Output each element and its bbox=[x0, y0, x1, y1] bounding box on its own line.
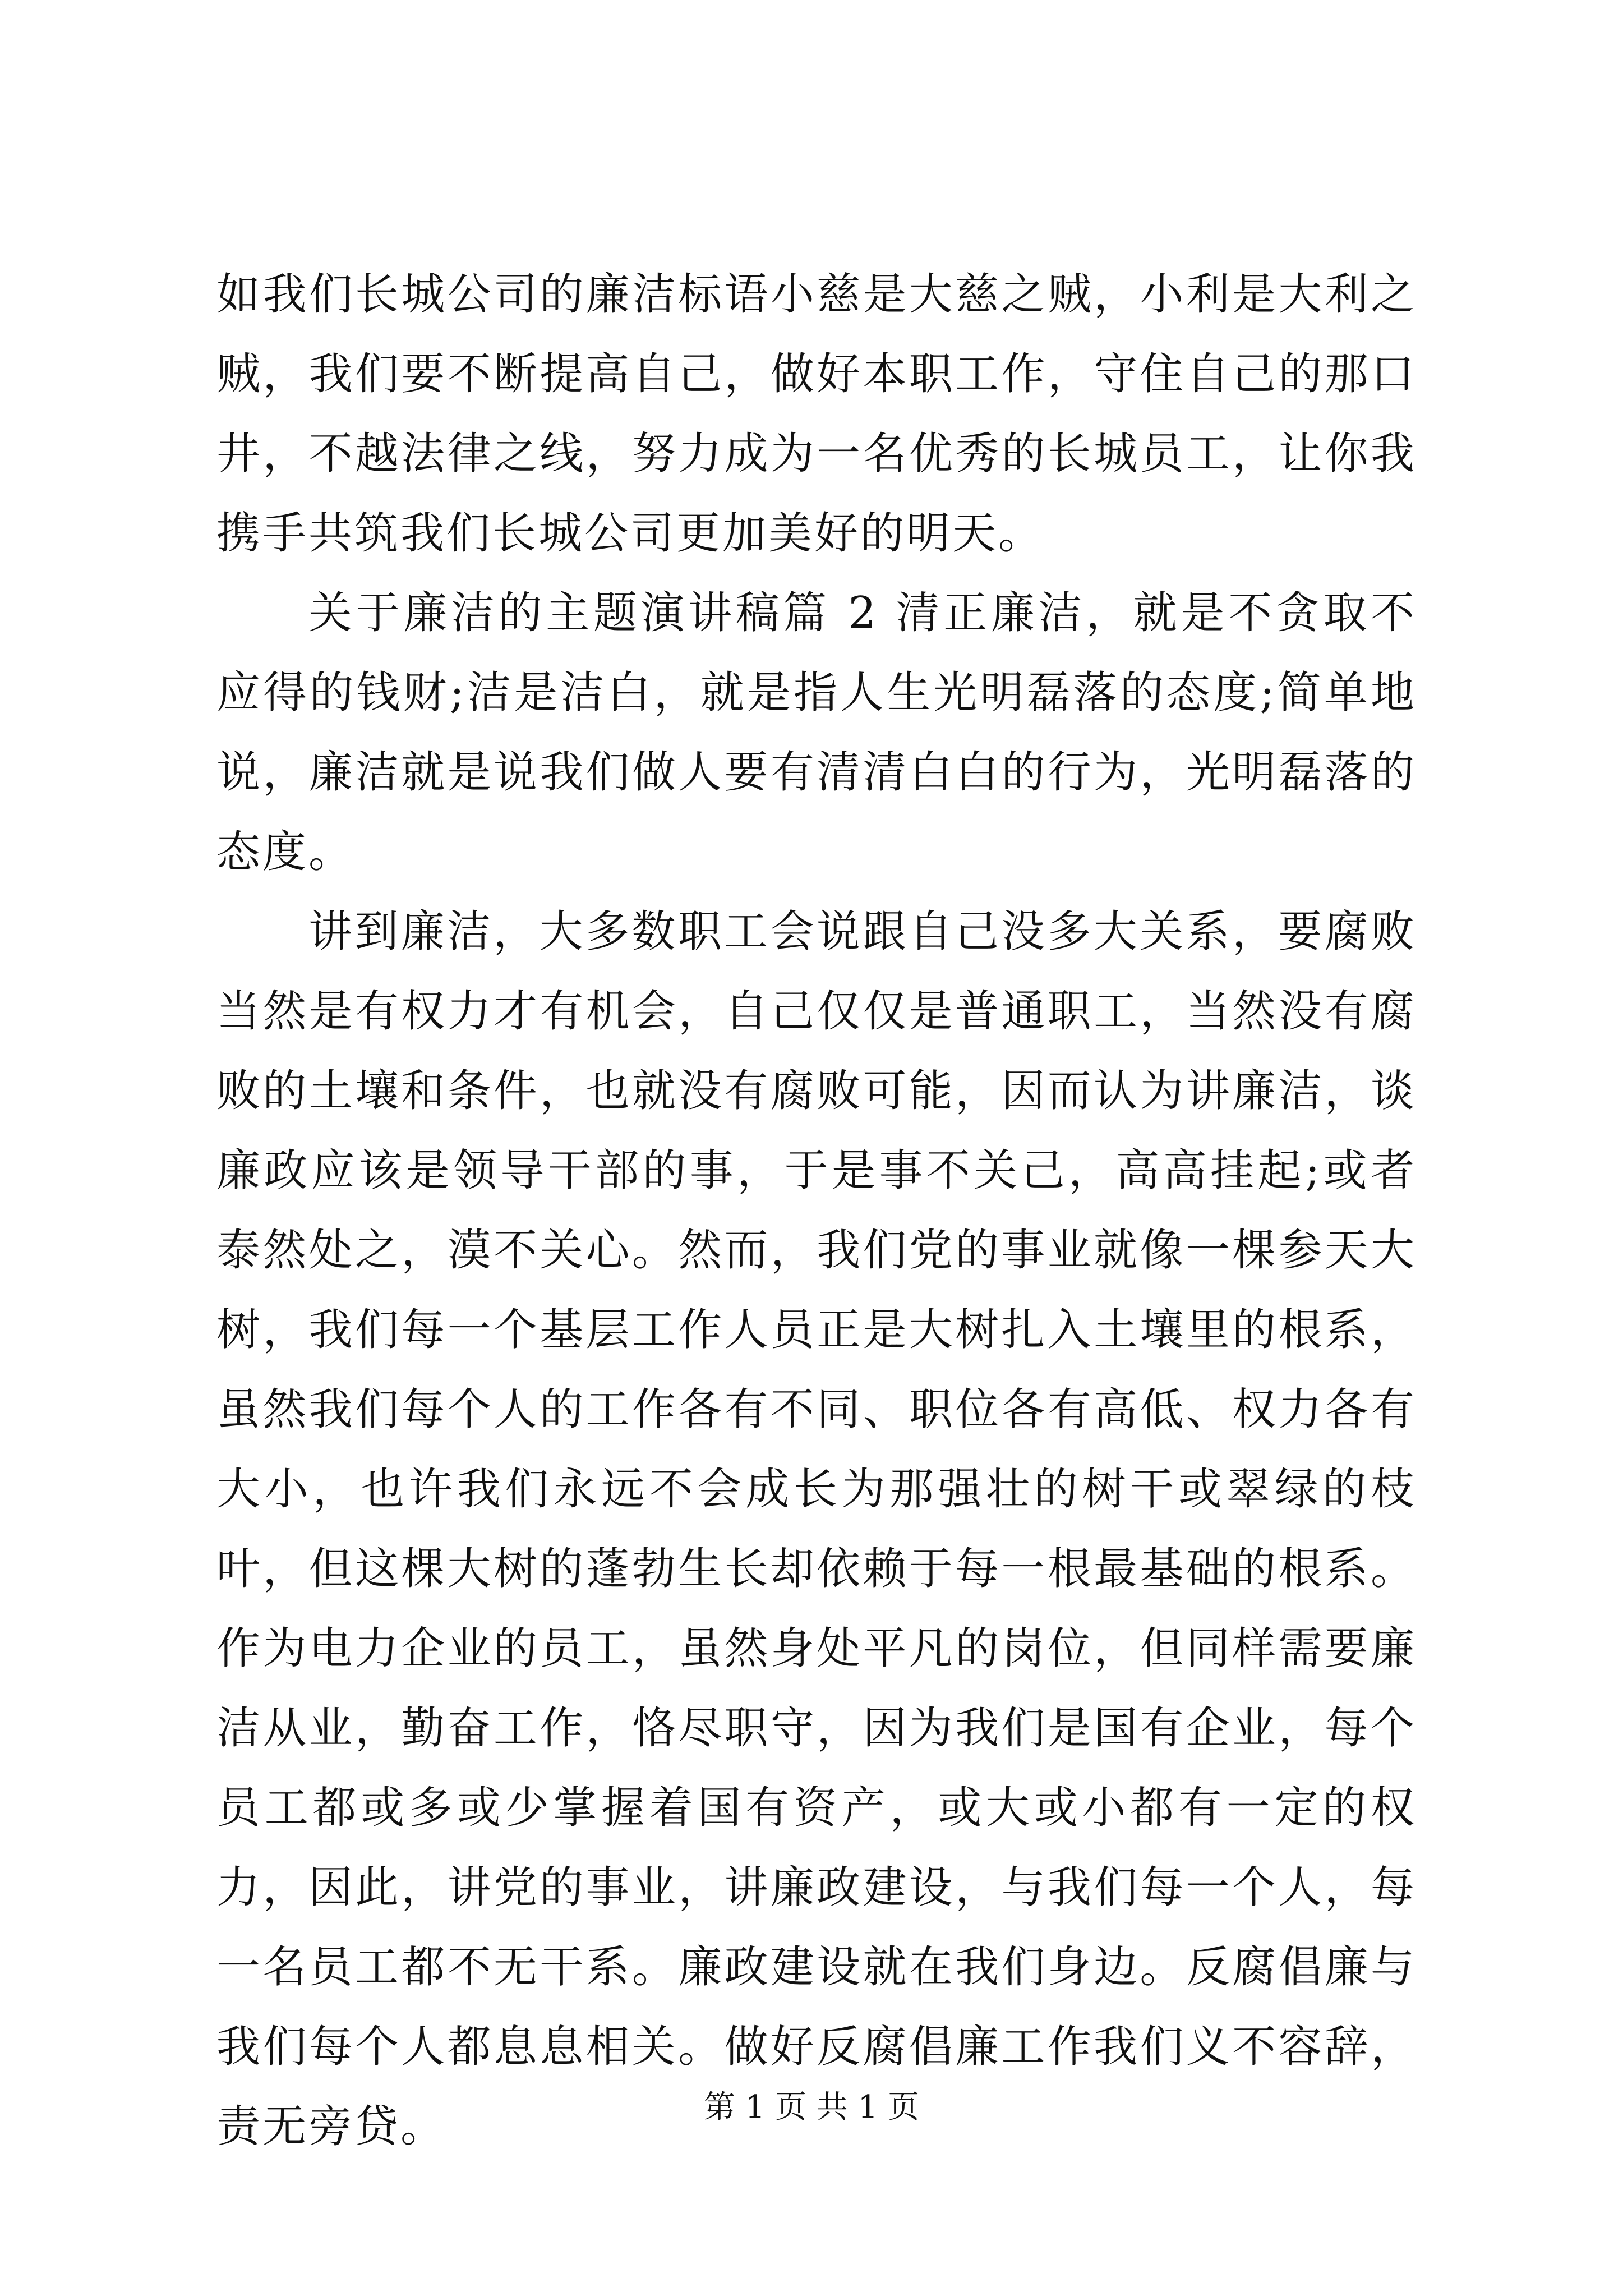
paragraph-2: 关于廉洁的主题演讲稿篇 2 清正廉洁，就是不贪取不应得的钱财;洁是洁白，就是指人生光明磊落的态度;简单地说，廉洁就是说我们做人要有清清白白的行为，光明磊落的态度。 bbox=[216, 588, 1417, 877]
paragraph-1: 如我们长城公司的廉洁标语小慈是大慈之贼，小利是大利之贼，我们要不断提高自己，做好本职工作，守住自己的那口井，不越法律之线，努力成为一名优秀的长城员工，让你我携手共筑我们长城公司更加美好的明天。 bbox=[216, 269, 1417, 559]
paragraph-3: 讲到廉洁，大多数职工会说跟自己没多大关系，要腐败当然是有权力才有机会，自己仅仅是普通职工，当然没有腐败的土壤和条件，也就没有腐败可能，因而认为讲廉洁，谈廉政应该是领导干部的事，于是事不关己，高高挂起;或者泰然处之，漠不关心。然而，我们党的事业就像一棵参天大树，我们每一个基层工作人员正是大树扎入土壤里的根系，虽然我们每个人的工作各有不同、职位各有高低、权力各有大小，也许我们永远不会成长为那强壮的树干或翠绿的枝叶，但这棵大树的蓬勃生长却依赖于每一根最基础的根系。作为电力企业的员工，虽然身处平凡的岗位，但同样需要廉洁从业，勤奋工作，恪尽职守，因为我们是国有企业，每个员工都或多或少掌握着国有资产，或大或小都有一定的权力，因此，讲党的事业，讲廉政建设，与我们每一个人，每一名员工都不无干系。廉政建设就在我们身边。反腐倡廉与我们每个人都息息相关。做好反腐倡廉工作我们义不容辞，责无旁贷。 bbox=[216, 907, 1417, 2152]
document-body bbox=[216, 255, 1417, 2166]
page-footer: 第 1 页 共 1 页 bbox=[703, 2089, 920, 2125]
